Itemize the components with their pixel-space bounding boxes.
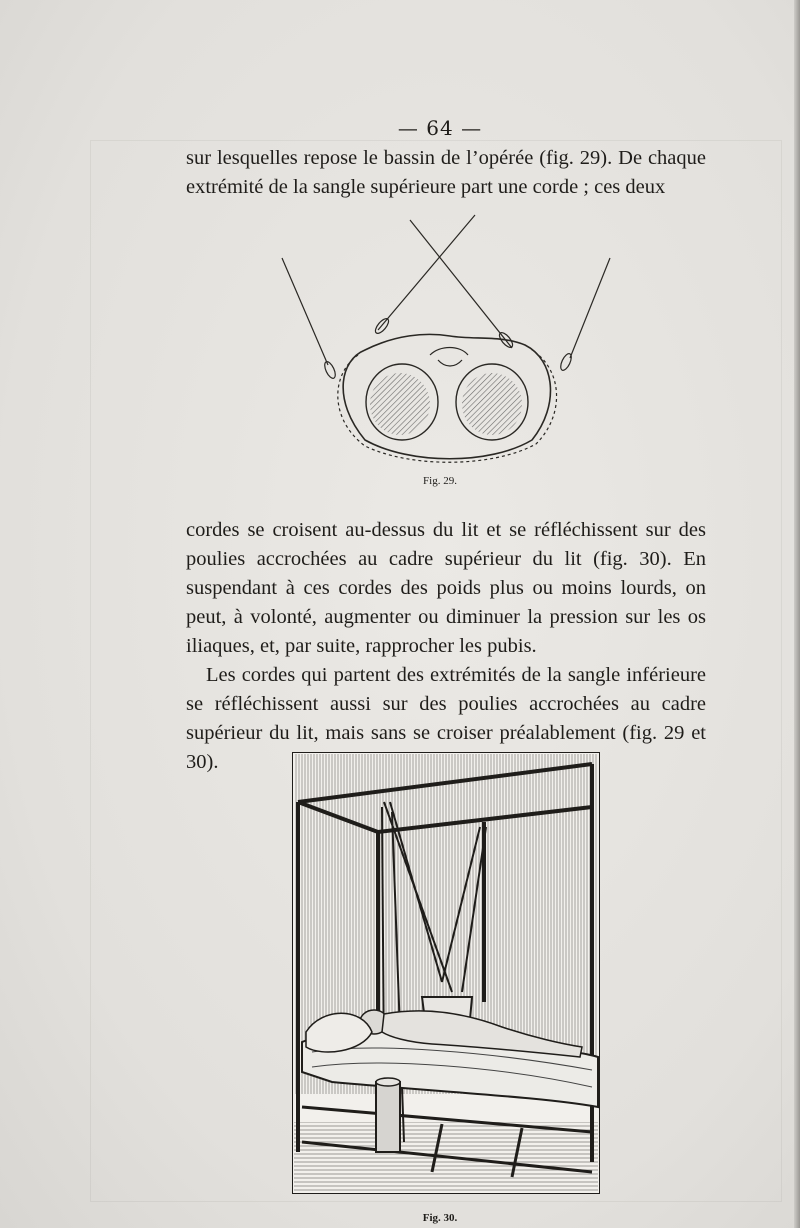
figure-29-pelvic-sling-diagram: [270, 210, 630, 465]
text-block-bottom: [186, 516, 706, 777]
paragraph-2: cordes se croisent au-dessus du lit et se réfléchissent sur des poulies accrochées au cadre supérieur du lit (fig. 30). En suspendant à ces cordes des poids plus ou moins lourds, on peut, à volonté, augmenter ou diminuer la pression sur les os iliaques, et, par suite, rapprocher les pubis.: [186, 519, 706, 657]
cord-lower-left: [282, 258, 328, 365]
figure-30-bed-engraving: [292, 752, 600, 1194]
cord-lower-right: [570, 258, 610, 358]
page-edge: [794, 0, 800, 1228]
weight: [376, 1082, 400, 1152]
paragraph-1: sur lesquelles repose le bassin de l’opérée (fig. 29). De chaque extrémité de la sangle supérieure part une corde ; ces deux: [186, 147, 706, 198]
cord-upper-right: [410, 220, 512, 348]
page-number: — 64 —: [397, 116, 483, 140]
paragraph-3: Les cordes qui partent des extrémités de la sangle inférieure se réfléchissent aussi sur des poulies accrochées au cadre supérieur du lit, mais sans se croiser préalablement (fig. 29 et 30).: [186, 664, 706, 773]
figure-30-caption: Fig. 30.: [422, 1212, 458, 1224]
text-block-top: [186, 144, 706, 202]
cord-upper-left: [378, 215, 475, 330]
figure-29-caption: Fig. 29.: [423, 475, 457, 487]
